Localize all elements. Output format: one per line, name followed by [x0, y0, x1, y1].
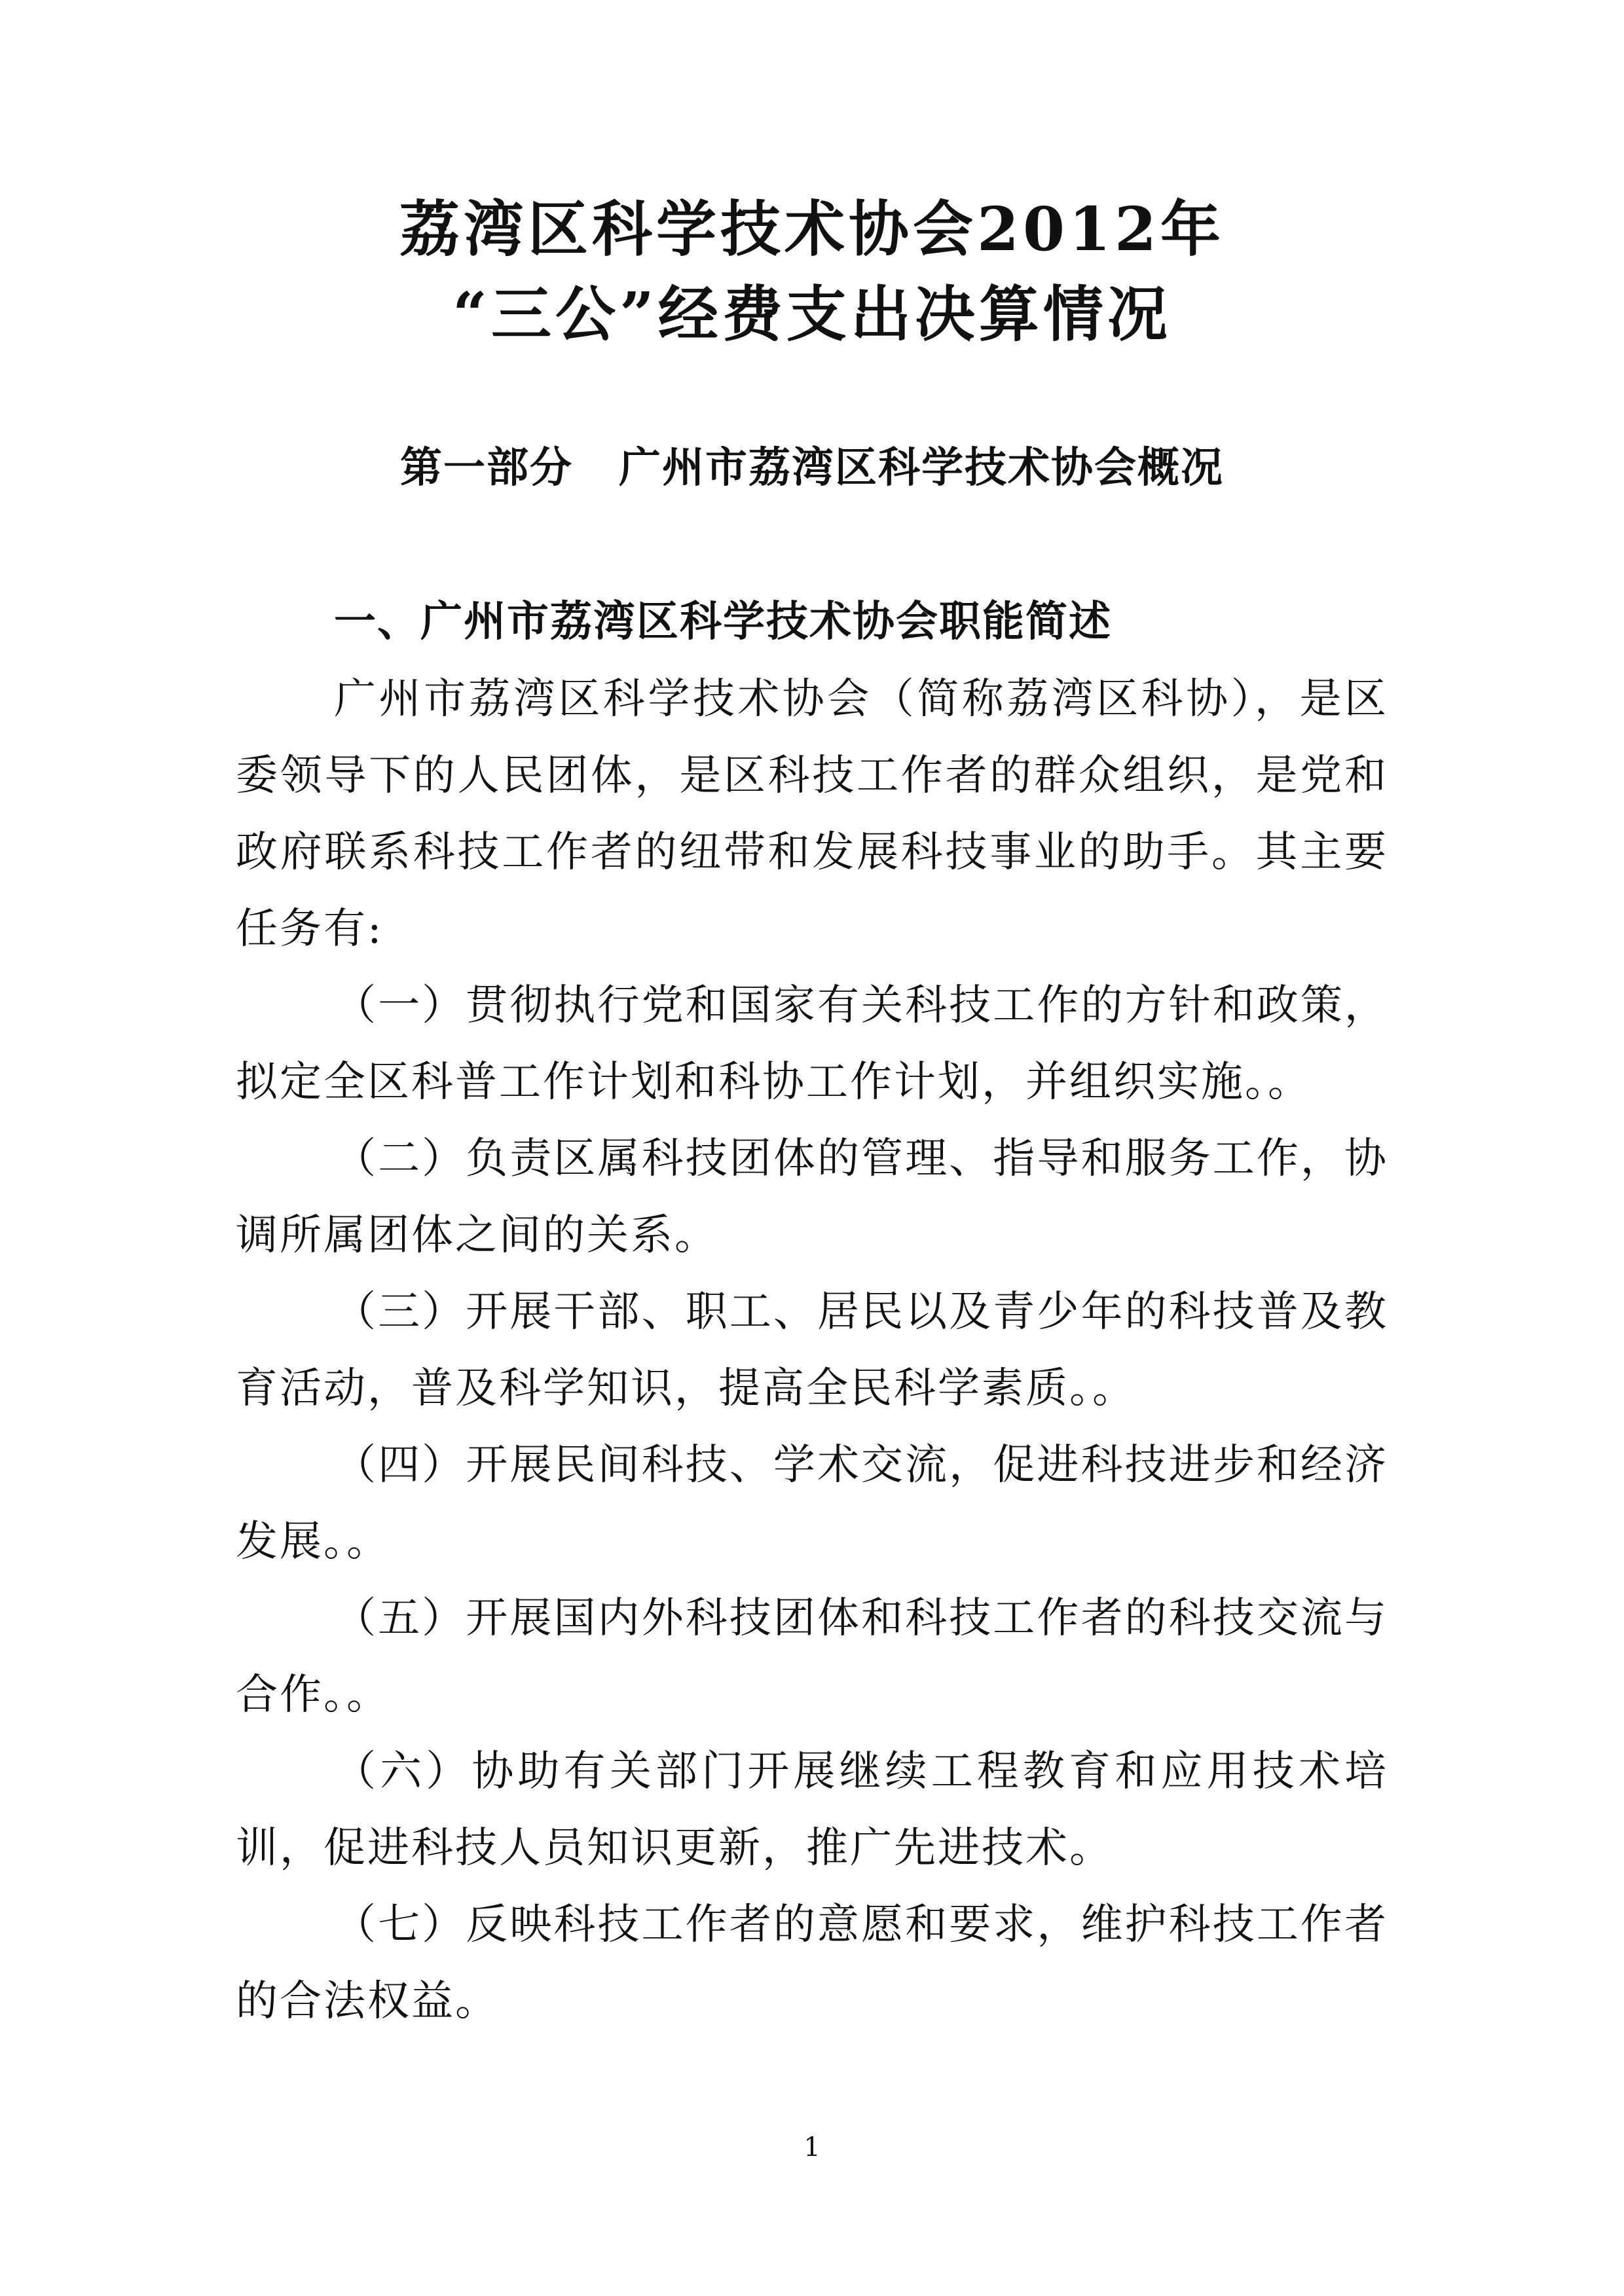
document-body — [236, 661, 1388, 2040]
paragraph-item-4: （四）开展民间科技、学术交流，促进科技进步和经济发展。。 — [236, 1441, 1388, 1566]
part-label: 第一部分 — [400, 443, 573, 492]
section-heading: 一、广州市荔湾区科学技术协会职能简述 — [334, 597, 1112, 646]
paragraph-item-2: （二）负责区属科技团体的管理、指导和服务工作，协调所属团体之间的关系。 — [236, 1135, 1388, 1260]
paragraph-item-3: （三）开展干部、职工、居民以及青少年的科技普及教育活动，普及科学知识，提高全民科学素质。。 — [236, 1288, 1388, 1413]
page-number: 1 — [803, 2132, 821, 2162]
paragraph-item-1: （一）贯彻执行党和国家有关科技工作的方针和政策，拟定全区科普工作计划和科协工作计划，并组织实施。。 — [236, 981, 1388, 1106]
paragraph-intro: 广州市荔湾区科学技术协会（简称荔湾区科协），是区委领导下的人民团体，是区科技工作者的群众组织，是党和政府联系科技工作者的纽带和发展科技事业的助手。其主要任务有: — [236, 675, 1388, 953]
part-heading — [0, 439, 1624, 498]
paragraph-item-5: （五）开展国内外科技团体和科技工作者的科技交流与合作。。 — [236, 1594, 1388, 1719]
document-title-line-2: “三公”经费支出决算情况 — [452, 279, 1172, 350]
paragraph-item-6: （六）协助有关部门开展继续工程教育和应用技术培训，促进科技人员知识更新，推广先进技术。 — [236, 1747, 1388, 1872]
part-title: 广州市荔湾区科学技术协会概况 — [619, 443, 1224, 492]
document-title-line-1: 荔湾区科学技术协会2012年 — [399, 194, 1225, 264]
paragraph-item-7: （七）反映科技工作者的意愿和要求，维护科技工作者的合法权益。 — [236, 1901, 1388, 2026]
